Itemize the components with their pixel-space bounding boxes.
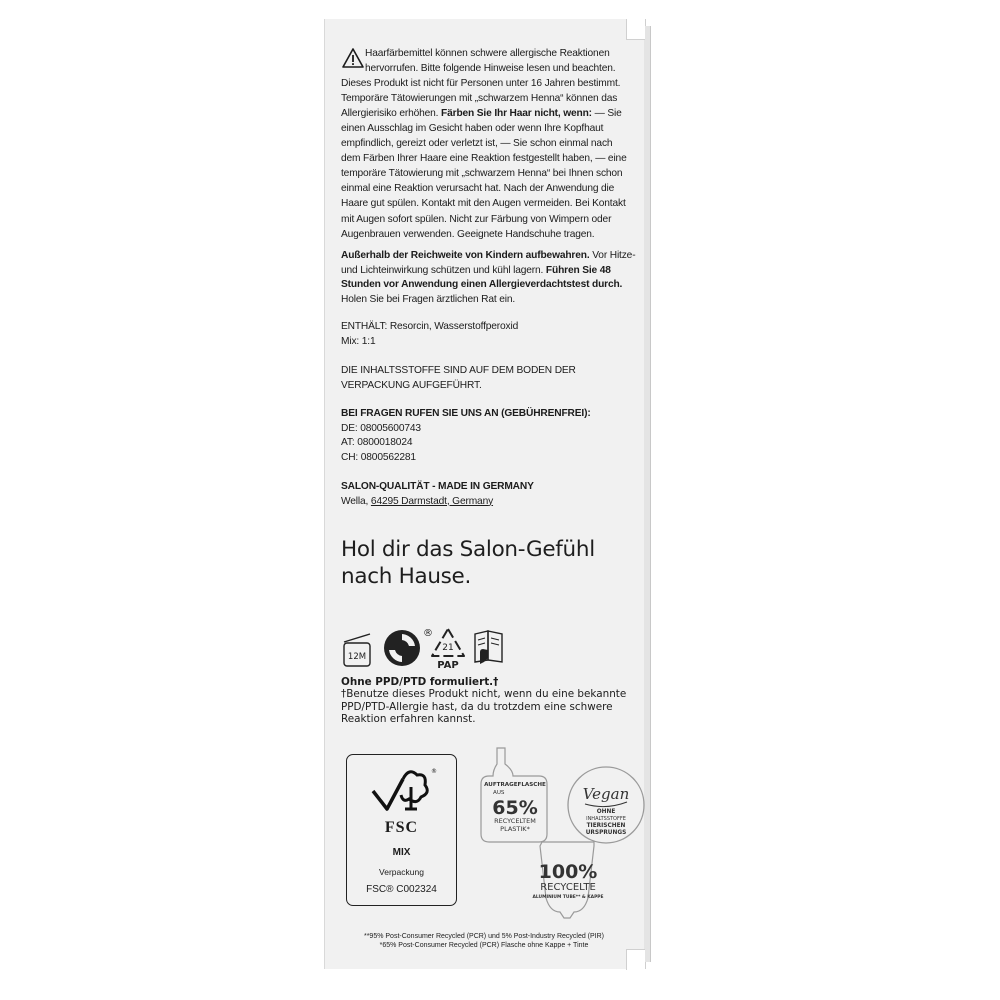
ppd-note: †Benutze dieses Produkt nicht, wenn du eine bekannte PPD/PTD-Allergie hast, da du trotzdem eine schwere Reaktion erfahren kannst. [341, 688, 627, 726]
contains-line: ENTHÄLT: Resorcin, Wasserstoffperoxid [341, 321, 519, 332]
read-leaflet-icon [472, 628, 506, 664]
maker-heading: SALON-QUALITÄT - MADE IN GERMANY [341, 481, 534, 492]
recycle-material: PAP [437, 660, 459, 671]
warning-text-b: — Sie einen Ausschlag im Gesicht haben oder wenn Ihre Kopfhaut empfindlich, gereizt oder verletzt ist, — Sie schon einmal nach dem Färben Ihrer Haare eine Reaktion festgestellt haben, — eine temporäre Tätowierung mit „schwarzem Henna“ bei Ihnen schon einmal eine Reaktion verursacht hat. Nach der Anwendung die Haare gut spülen. Kontakt mit den Augen vermeiden. Bei Kontakt mit Augen sofort spülen. Nicht zur Färbung von Wimpern oder Augenbrauen verwenden. Geeignete Handschuhe tragen. [341, 108, 627, 240]
storage-bold-1: Außerhalb der Reichweite von Kindern aufbewahren. [341, 250, 590, 261]
svg-text:®: ® [431, 768, 437, 775]
storage-bold-2: Führen Sie 48 Stunden vor Anwendung einen Allergieverdachtstest durch. [341, 264, 623, 291]
maker-name: Wella, [341, 495, 369, 507]
top-cutout [626, 19, 645, 40]
vegan-badge [565, 764, 647, 846]
warning-text-a: Dieses Produkt ist nicht für Personen unter 16 Jahren bestimmt. Temporäre Tätowierungen mit „schwarzem Henna“ können das Allergierisiko erhöhen. [341, 78, 621, 120]
recycle-icon [428, 626, 468, 670]
pao-label: 12M [347, 652, 367, 662]
footnote-1: **95% Post-Consumer Recycled (PCR) und 5% Post-Industry Recycled (PIR) [363, 933, 605, 940]
ingredients-note: DIE INHALTSSTOFFE SIND AUF DEM BODEN DER VERPACKUNG AUFGEFÜHRT. [341, 365, 576, 391]
bottle-line-3: RECYCELTEM [494, 817, 536, 825]
fsc-tree-icon [369, 765, 435, 817]
vegan-line-2: INHALTSSTOFFE [586, 816, 626, 822]
recycle-code: 21 [442, 643, 454, 653]
vegan-line-4: URSPRUNGS [585, 830, 627, 836]
fsc-label [346, 754, 457, 906]
footnote-2: *65% Post-Consumer Recycled (PCR) Flasche ohne Kappe + Tinte [379, 942, 589, 949]
footnotes [324, 932, 644, 950]
ppd-notice [341, 676, 641, 726]
mix-ratio: Mix: 1:1 [341, 335, 376, 347]
bottom-cutout [626, 949, 645, 970]
maker-address: 64295 Darmstadt, Germany [370, 495, 494, 507]
warning-line-2: hervorrufen. Bitte folgende Hinweise lesen und beachten. [365, 63, 616, 75]
tagline-line-1: Hol dir das Salon-Gefühl [341, 537, 595, 562]
ppd-heading: Ohne PPD/PTD formuliert.† [341, 676, 499, 688]
bottle-badge [479, 746, 551, 846]
green-dot-icon [382, 628, 422, 668]
contact-block [341, 407, 641, 465]
storage-text-1: Vor Hitze- und Lichteinwirkung schützen und kühl lagern. [341, 250, 636, 276]
fsc-code: FSC® C002324 [366, 884, 437, 895]
symbol-row [340, 626, 520, 670]
tube-percent: 100% [538, 861, 598, 883]
warning-bold: Färben Sie Ihr Haar nicht, wenn: [441, 108, 592, 120]
vegan-line-1: OHNE [596, 809, 616, 815]
fsc-mix: MIX [392, 847, 411, 858]
warning-line-1: Haarfärbemittel können schwere allergische Reaktionen [365, 48, 610, 59]
storage-text-2: Holen Sie bei Fragen ärztlichen Rat ein. [341, 293, 516, 305]
pao-jar-icon [340, 628, 374, 668]
vegan-script: Vegan [582, 785, 630, 803]
contact-heading: BEI FRAGEN RUFEN SIE UNS AN (GEBÜHRENFREI): [341, 408, 591, 419]
bottle-line-4: PLASTIK* [500, 825, 530, 833]
tube-line-1: RECYCELTE [540, 882, 596, 893]
storage-notice [341, 249, 641, 307]
vegan-line-3: TIERISCHEN [586, 823, 626, 829]
phone-de: DE: 08005600743 [341, 422, 421, 434]
bottle-line-1: AUFTRAGEFLASCHE [484, 782, 546, 788]
phone-at: AT: 0800018024 [341, 437, 413, 449]
tagline [341, 536, 641, 590]
contains-block [341, 320, 641, 349]
svg-text:®: ® [423, 628, 433, 639]
tube-badge [522, 838, 614, 920]
fsc-wordmark: FSC [384, 819, 419, 836]
bottle-line-2: AUS [493, 790, 505, 796]
phone-ch: CH: 0800562281 [341, 451, 416, 463]
tagline-line-2: nach Hause. [341, 564, 472, 589]
allergy-warning [341, 46, 631, 242]
bottle-percent: 65% [492, 797, 538, 819]
maker-block [341, 480, 641, 509]
fsc-packaging: Verpackung [379, 867, 424, 877]
tube-line-2: ALUMINIUM TUBE** & KAPPE [532, 895, 604, 900]
